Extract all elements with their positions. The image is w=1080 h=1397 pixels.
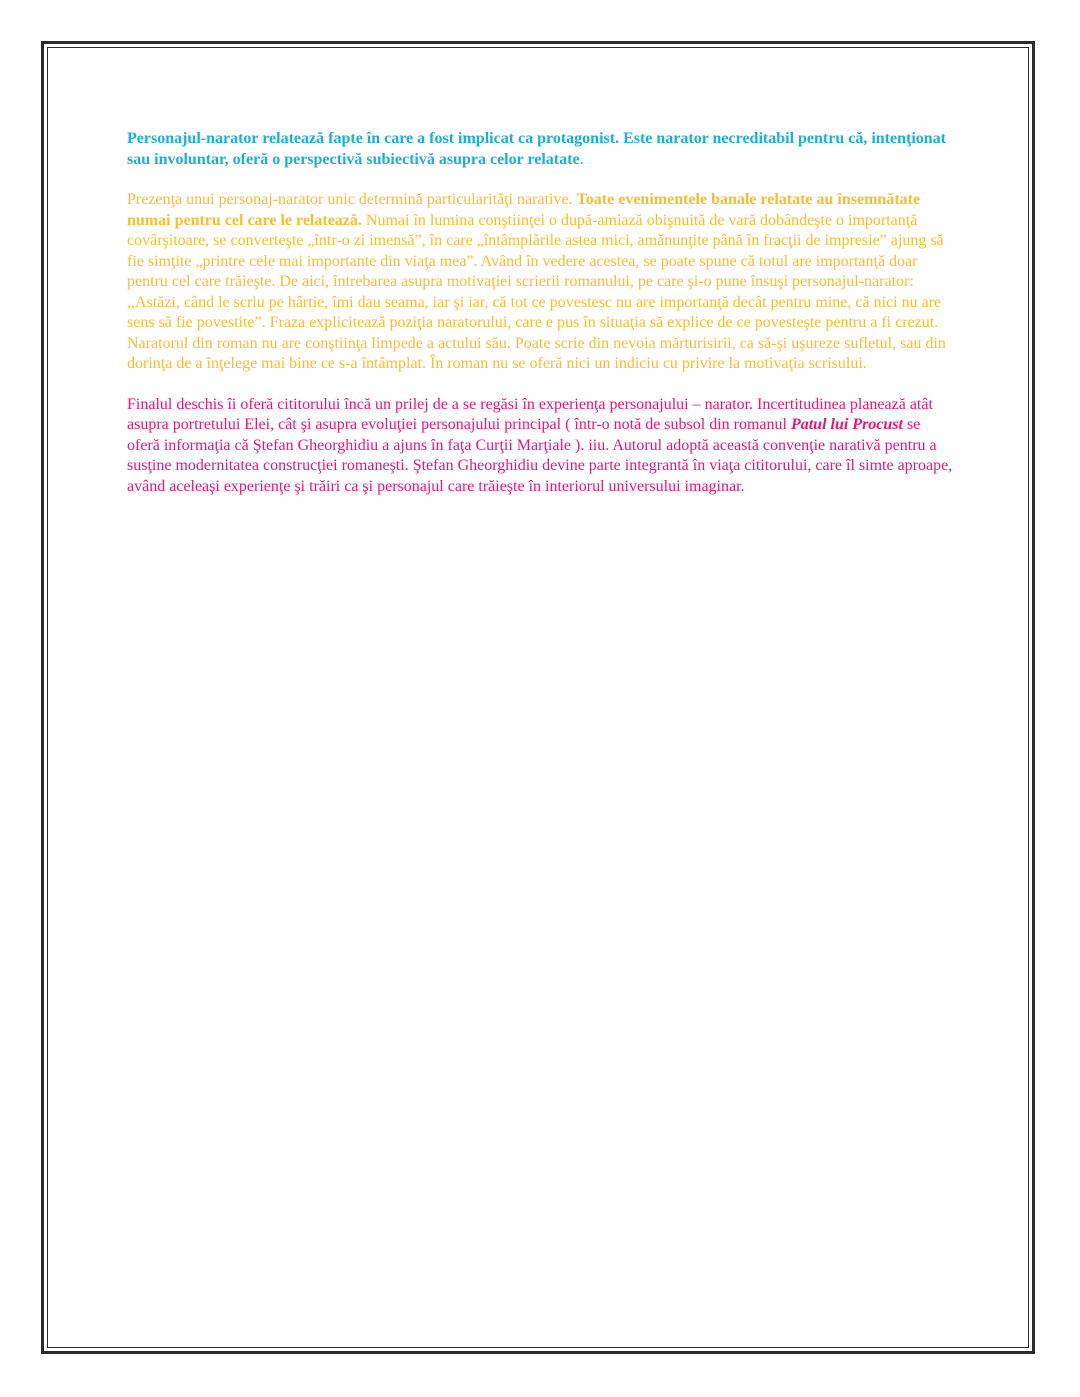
paragraph-1-tail: . [579, 150, 584, 168]
paragraph-3-start: Finalul deschis îi oferă cititorului încă un prilej de a se regăsi în experienţa personajului – narator. Incertitudinea planează atât asupra portretului Elei, cât şi asupra evoluţiei personajului principal ( într-o notă de subsol din romanul [127, 395, 933, 433]
paragraph-narrative-particularities [127, 190, 957, 375]
paragraph-3-rest: se oferă informaţia că Ştefan Gheorghidiu a ajuns în faţa Curţii Marţiale ). iiu. Autorul adoptă această convenţie narativă pentru a susţine modernitatea construcţiei romaneşti. Ştefan Gheorghidiu devine parte integrantă în viaţa cititorului, care îl simte aproape, având aceleaşi experienţe şi trăiri ca şi personajul care trăieşte în interiorul universului imaginar. [127, 416, 953, 495]
paragraph-narrator-definition [127, 129, 957, 170]
paragraph-open-ending [127, 395, 957, 498]
paragraph-2-rest: Numai în lumina conştiinţei o după-amiază obişnuită de vară dobândeşte o importanţă covârşitoare, se converteşte „într-o zi imensă”, în care „întâmplările astea mici, amănunţite până în fracţii de impresie” ajung să fie simţite „printre cele mai importante din viaţa mea”. Având în vedere acestea, se poate spune că totul are importanţă doar pentru cel care trăieşte. De aici, întrebarea asupra motivaţiei scrierii romanului, pe care şi-o pune însuşi personajul-narator: ,,Astăzi, când le scriu pe hârtie, îmi dau seama, iar şi iar, că tot ce povestesc nu are importanţă decât pentru mine, că nici nu are sens să fie povestite”. Fraza explicitează poziţia naratorului, care e pus în situaţia să explice de ce povesteşte pentru a fi crezut. Naratorul din roman nu are conştiinţa limpede a actului său. Poate scrie din nevoia mărturisirii, ca să-şi uşureze sufletul, sau din dorinţa de a înţelege mai bine ce s-a întâmplat. În roman nu se oferă nici un indiciu cu privire la motivaţia scrisului. [127, 211, 946, 372]
paragraph-2-bold: Toate evenimentele banale relatate au însemnătate numai pentru cel care le relatează. [127, 191, 921, 229]
paragraph-2-start: Prezenţa unui personaj-narator unic determină particularităţi narative. [127, 191, 577, 208]
paragraph-1-bold-text: Personajul-narator relatează fapte în care a fost implicat ca protagonist. Este narator necreditabil pentru că, intenţionat sau involuntar, oferă o perspectivă subiectivă asupra celor relatate [127, 130, 947, 168]
document-body [127, 129, 957, 517]
novel-title: Patul lui Procust [790, 416, 903, 433]
